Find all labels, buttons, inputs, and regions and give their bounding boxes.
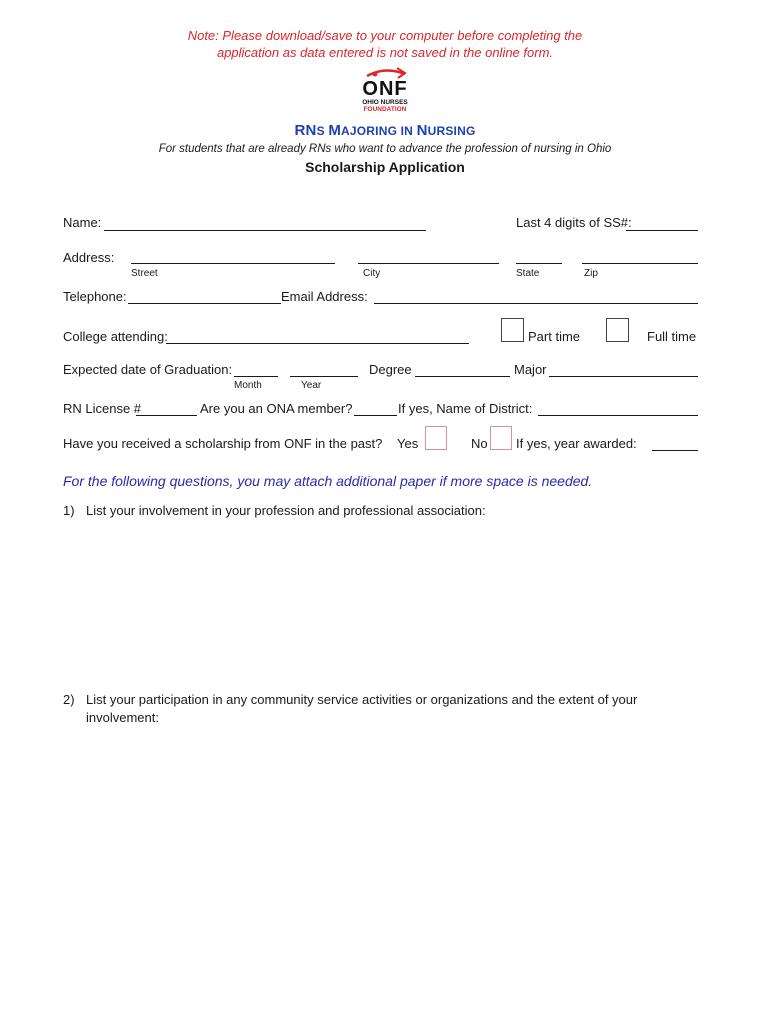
email-field[interactable] (374, 303, 698, 304)
grad-month-field[interactable] (234, 376, 278, 377)
title-rn: RN (294, 122, 317, 139)
no-checkbox[interactable] (490, 426, 512, 450)
logo-line2: FOUNDATION (363, 106, 407, 113)
telephone-field[interactable] (128, 303, 281, 304)
name-field[interactable] (104, 230, 426, 231)
degree-label: Degree (369, 362, 412, 377)
part-time-checkbox[interactable] (501, 318, 524, 342)
q1-answer-area[interactable] (86, 522, 698, 682)
address-label: Address: (63, 250, 115, 265)
state-field[interactable] (516, 263, 562, 264)
full-time-checkbox[interactable] (606, 318, 629, 342)
q2-answer-area[interactable] (86, 730, 698, 990)
form-title: Scholarship Application (305, 159, 465, 175)
part-time-label: Part time (528, 329, 581, 344)
email-label: Email Address: (281, 289, 368, 304)
download-note-line2: application as data entered is not saved in the online form. (216, 45, 554, 60)
state-caption: State (516, 268, 540, 279)
no-label: No (471, 436, 488, 451)
yes-label: Yes (397, 436, 419, 451)
major-label: Major (514, 362, 547, 377)
questions-intro: For the following questions, you may attach additional paper if more space is needed. (63, 473, 593, 489)
street-field[interactable] (131, 263, 335, 264)
college-field[interactable] (166, 343, 469, 344)
year-caption: Year (301, 380, 322, 391)
city-field[interactable] (358, 263, 499, 264)
title-in: IN (400, 124, 417, 138)
download-note-line1: Note: Please download/save to your computer before completing the (187, 28, 583, 43)
telephone-label: Telephone: (63, 289, 127, 304)
year-awarded-label: If yes, year awarded: (516, 436, 637, 451)
title-ajoring: AJORING (341, 124, 401, 138)
q2-number: 2) (63, 692, 75, 707)
major-field[interactable] (549, 376, 698, 377)
month-caption: Month (234, 380, 262, 391)
onf-logo (345, 64, 425, 114)
zip-field[interactable] (582, 263, 698, 264)
yes-checkbox[interactable] (425, 426, 447, 450)
graduation-label: Expected date of Graduation: (63, 362, 233, 377)
q1-text: List your involvement in your profession and professional association: (86, 503, 486, 518)
full-time-label: Full time (647, 329, 697, 344)
district-label: If yes, Name of District: (398, 401, 533, 416)
logo-letters: ONF (362, 78, 408, 100)
degree-field[interactable] (415, 376, 510, 377)
logo-line1: OHIO NURSES (362, 99, 408, 106)
ssn-field[interactable] (626, 230, 698, 231)
scholarship-question: Have you received a scholarship from ONF in the past? (63, 436, 383, 451)
q2-text-line1: List your participation in any community service activities or organizations and the extent of your (86, 692, 638, 707)
grad-year-field[interactable] (290, 376, 358, 377)
title-ursing: URSING (427, 124, 476, 138)
city-caption: City (363, 268, 381, 279)
ona-member-label: Are you an ONA member? (200, 401, 353, 416)
title-m: M (328, 122, 342, 139)
district-field[interactable] (538, 415, 698, 416)
subtitle: For students that are already RNs who want to advance the profession of nursing in Ohio (158, 143, 612, 155)
year-awarded-field[interactable] (652, 450, 698, 451)
college-label: College attending: (63, 329, 168, 344)
rn-license-label: RN License # (63, 401, 142, 416)
name-label: Name: (63, 215, 102, 230)
page-title (0, 122, 770, 139)
zip-caption: Zip (584, 268, 598, 279)
street-caption: Street (131, 268, 158, 279)
title-n: N (416, 122, 428, 139)
title-s: S (316, 124, 329, 138)
rn-license-field[interactable] (136, 415, 197, 416)
q2-text-line2: involvement: (86, 710, 159, 725)
ssn-label: Last 4 digits of SS#: (516, 215, 632, 230)
q1-number: 1) (63, 503, 75, 518)
ona-member-field[interactable] (354, 415, 397, 416)
